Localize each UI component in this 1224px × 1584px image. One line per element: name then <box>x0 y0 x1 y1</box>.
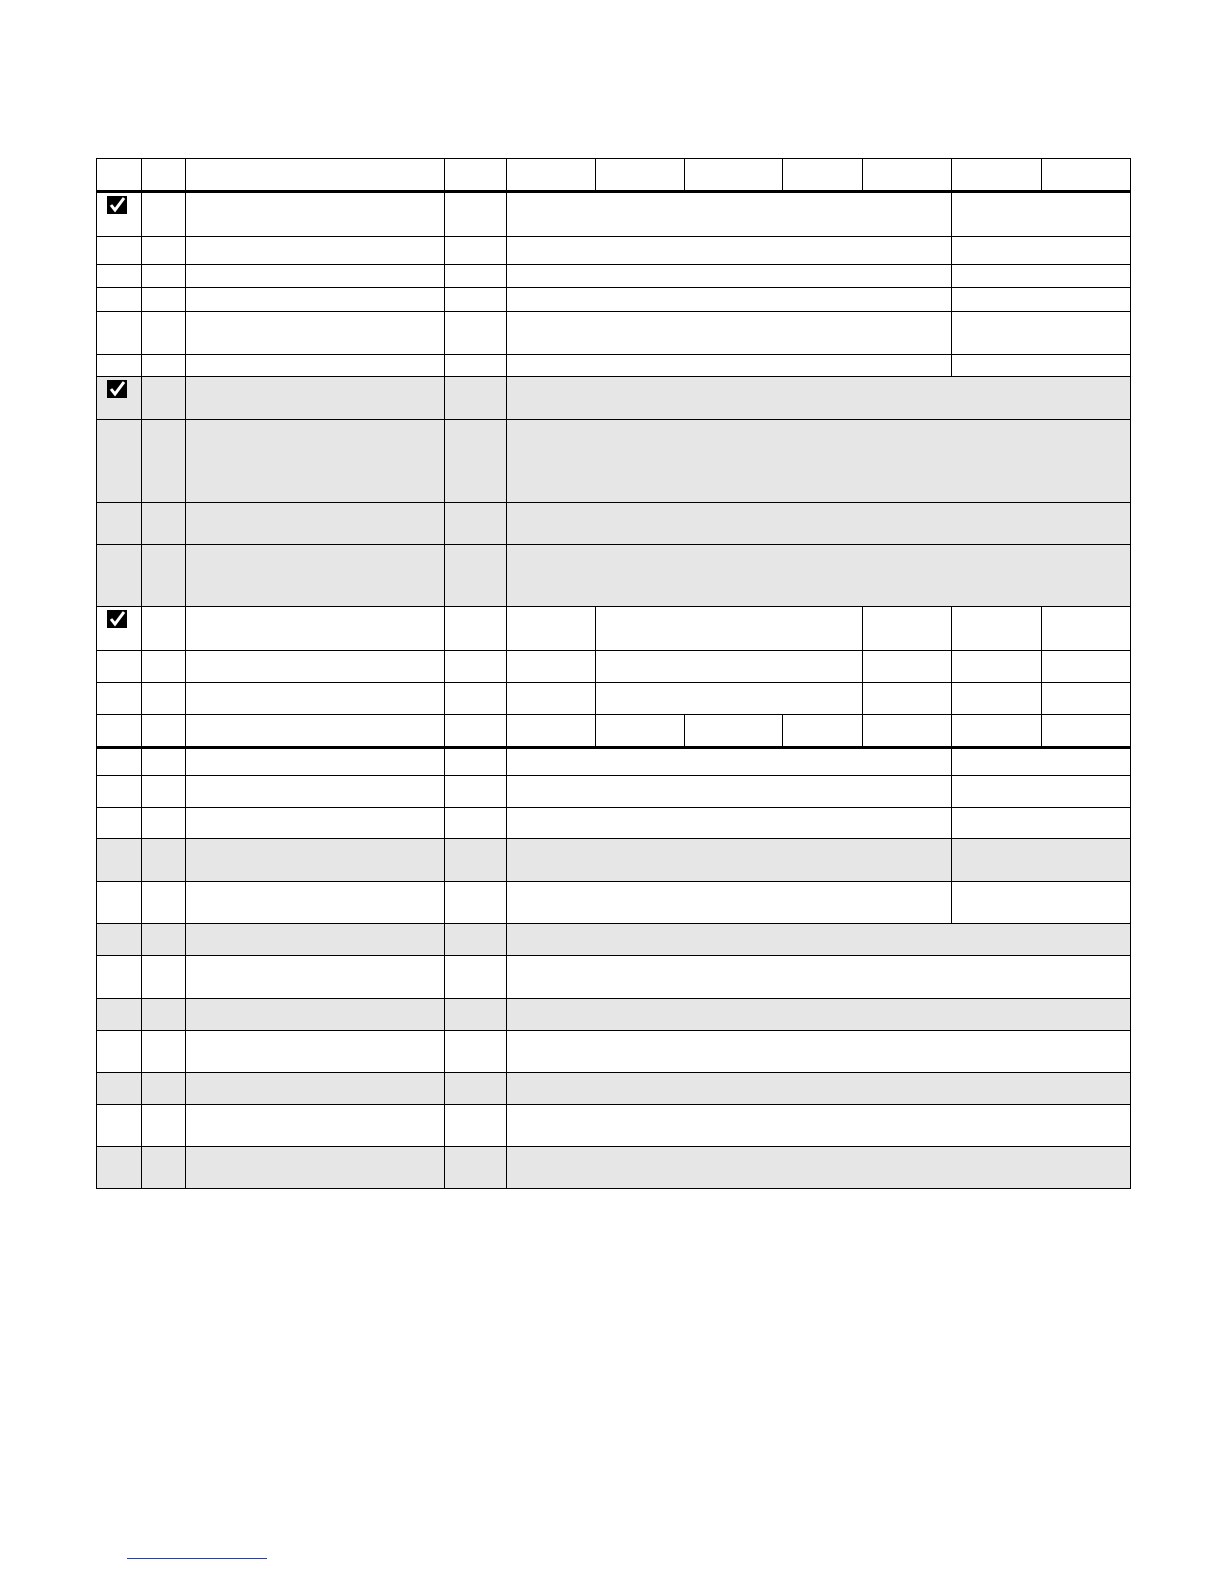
header-cell <box>595 158 685 193</box>
table-cell <box>444 650 507 683</box>
table-cell <box>444 192 507 237</box>
table-cell <box>951 807 1131 839</box>
table-cell <box>444 775 507 808</box>
table-cell <box>96 354 142 377</box>
header-cell <box>951 158 1042 193</box>
table-cell <box>96 1146 142 1189</box>
table-cell <box>141 376 186 420</box>
table-cell <box>96 923 142 956</box>
table-cell <box>444 311 507 355</box>
table-cell <box>185 807 445 839</box>
header-cell <box>96 158 142 193</box>
table-cell <box>506 682 596 715</box>
table-cell <box>444 955 507 999</box>
table-cell <box>444 1072 507 1105</box>
table-cell <box>96 502 142 545</box>
table-cell <box>506 311 952 355</box>
table-cell <box>444 838 507 882</box>
table-cell <box>506 807 952 839</box>
table-cell <box>185 264 445 288</box>
header-cell <box>862 158 952 193</box>
header-cell <box>141 158 186 193</box>
table-cell <box>444 354 507 377</box>
table-cell <box>141 1030 186 1073</box>
header-cell <box>782 714 863 749</box>
table-cell <box>951 650 1042 683</box>
table-cell <box>506 606 596 651</box>
table-cell <box>444 264 507 288</box>
table-cell <box>444 544 507 607</box>
table-cell <box>444 502 507 545</box>
table-cell <box>951 354 1131 377</box>
table-cell <box>444 998 507 1031</box>
table-cell <box>506 419 1131 503</box>
table-cell <box>595 650 863 683</box>
table-cell <box>185 838 445 882</box>
table-cell <box>185 502 445 545</box>
footer-link-rule <box>127 1558 267 1559</box>
table-cell <box>506 881 952 924</box>
table-cell <box>951 287 1131 312</box>
header-cell <box>141 714 186 749</box>
table-cell <box>444 287 507 312</box>
header-cell <box>1041 714 1131 749</box>
table-cell <box>444 748 507 776</box>
table-cell <box>506 775 952 808</box>
header-cell <box>1041 158 1131 193</box>
table-cell <box>96 311 142 355</box>
table-cell <box>185 192 445 237</box>
table-cell <box>185 955 445 999</box>
table-cell <box>444 236 507 265</box>
header-cell <box>506 714 596 749</box>
table-cell <box>951 192 1131 237</box>
table-cell <box>506 544 1131 607</box>
table-cell <box>96 748 142 776</box>
table-cell <box>506 748 952 776</box>
table-cell <box>185 650 445 683</box>
table-cell <box>141 748 186 776</box>
table-cell <box>951 838 1131 882</box>
table-cell <box>951 682 1042 715</box>
table-cell <box>862 606 952 651</box>
table-cell <box>141 807 186 839</box>
table-cell <box>96 264 142 288</box>
header-cell <box>185 714 445 749</box>
table-cell <box>185 682 445 715</box>
table-cell <box>141 311 186 355</box>
table-cell <box>96 838 142 882</box>
table-cell <box>185 998 445 1031</box>
table-cell <box>185 881 445 924</box>
table-cell <box>96 236 142 265</box>
table-cell <box>506 650 596 683</box>
header-cell <box>951 714 1042 749</box>
table-cell <box>951 606 1042 651</box>
table-cell <box>185 419 445 503</box>
table-cell <box>141 544 186 607</box>
table-cell <box>141 606 186 651</box>
table-cell <box>506 287 952 312</box>
table-cell <box>141 682 186 715</box>
header-cell <box>444 158 507 193</box>
table-cell <box>96 419 142 503</box>
table-cell <box>1041 606 1131 651</box>
checkmark-icon <box>107 380 127 398</box>
table-cell <box>506 838 952 882</box>
table-cell <box>141 354 186 377</box>
table-cell <box>185 311 445 355</box>
table-cell <box>141 287 186 312</box>
table-cell <box>141 419 186 503</box>
table-cell <box>185 1104 445 1147</box>
table-cell <box>141 838 186 882</box>
table-cell <box>96 775 142 808</box>
table-cell <box>444 923 507 956</box>
table-cell <box>96 544 142 607</box>
table-cell <box>185 606 445 651</box>
table-cell <box>141 775 186 808</box>
table-cell <box>96 682 142 715</box>
table-cell <box>141 236 186 265</box>
table-cell <box>506 998 1131 1031</box>
table-cell <box>506 923 1131 956</box>
table-cell <box>951 311 1131 355</box>
table-cell <box>96 650 142 683</box>
table-cell <box>185 775 445 808</box>
table-cell <box>96 1104 142 1147</box>
header-cell <box>684 714 783 749</box>
table-cell <box>141 1104 186 1147</box>
table-cell <box>444 807 507 839</box>
header-cell <box>684 158 783 193</box>
table-cell <box>506 354 952 377</box>
header-cell <box>96 714 142 749</box>
table-cell <box>951 775 1131 808</box>
table-cell <box>185 354 445 377</box>
table-cell <box>444 606 507 651</box>
table-cell <box>185 1072 445 1105</box>
table-cell <box>185 287 445 312</box>
header-cell <box>506 158 596 193</box>
table-cell <box>951 881 1131 924</box>
table-cell <box>141 881 186 924</box>
header-cell <box>444 714 507 749</box>
table-cell <box>444 881 507 924</box>
table-cell <box>506 264 952 288</box>
table-cell <box>951 264 1131 288</box>
table-cell <box>506 955 1131 999</box>
header-cell <box>185 158 445 193</box>
table-cell <box>862 650 952 683</box>
table-cell <box>96 1072 142 1105</box>
table-cell <box>506 1104 1131 1147</box>
table-cell <box>96 1030 142 1073</box>
table-cell <box>444 419 507 503</box>
table-cell <box>1041 650 1131 683</box>
table-cell <box>141 1072 186 1105</box>
table-cell <box>1041 682 1131 715</box>
table-cell <box>951 748 1131 776</box>
table-cell <box>595 606 863 651</box>
table-cell <box>141 998 186 1031</box>
table-cell <box>444 376 507 420</box>
table-cell <box>506 1072 1131 1105</box>
table-cell <box>96 998 142 1031</box>
table-cell <box>185 544 445 607</box>
table-cell <box>444 1104 507 1147</box>
table-cell <box>96 955 142 999</box>
table-cell <box>96 881 142 924</box>
table-cell <box>141 1146 186 1189</box>
header-cell <box>862 714 952 749</box>
checkmark-icon <box>107 196 127 214</box>
table-cell <box>506 376 1131 420</box>
table-cell <box>96 807 142 839</box>
table-cell <box>185 1146 445 1189</box>
table-cell <box>141 264 186 288</box>
table-cell <box>141 192 186 237</box>
table-cell <box>141 502 186 545</box>
table-cell <box>185 376 445 420</box>
table-cell <box>444 1030 507 1073</box>
checkmark-icon <box>107 610 127 628</box>
table-cell <box>951 236 1131 265</box>
table-cell <box>506 1146 1131 1189</box>
table-cell <box>444 682 507 715</box>
table-cell <box>506 502 1131 545</box>
table-cell <box>862 682 952 715</box>
table-cell <box>141 650 186 683</box>
header-cell <box>782 158 863 193</box>
table-cell <box>444 1146 507 1189</box>
header-cell <box>595 714 685 749</box>
table-cell <box>185 1030 445 1073</box>
table-cell <box>506 236 952 265</box>
table-cell <box>141 955 186 999</box>
table-cell <box>96 287 142 312</box>
table-cell <box>185 236 445 265</box>
table-cell <box>185 923 445 956</box>
table-cell <box>506 192 952 237</box>
table-cell <box>141 923 186 956</box>
table-cell <box>506 1030 1131 1073</box>
table-cell <box>595 682 863 715</box>
table-cell <box>185 748 445 776</box>
